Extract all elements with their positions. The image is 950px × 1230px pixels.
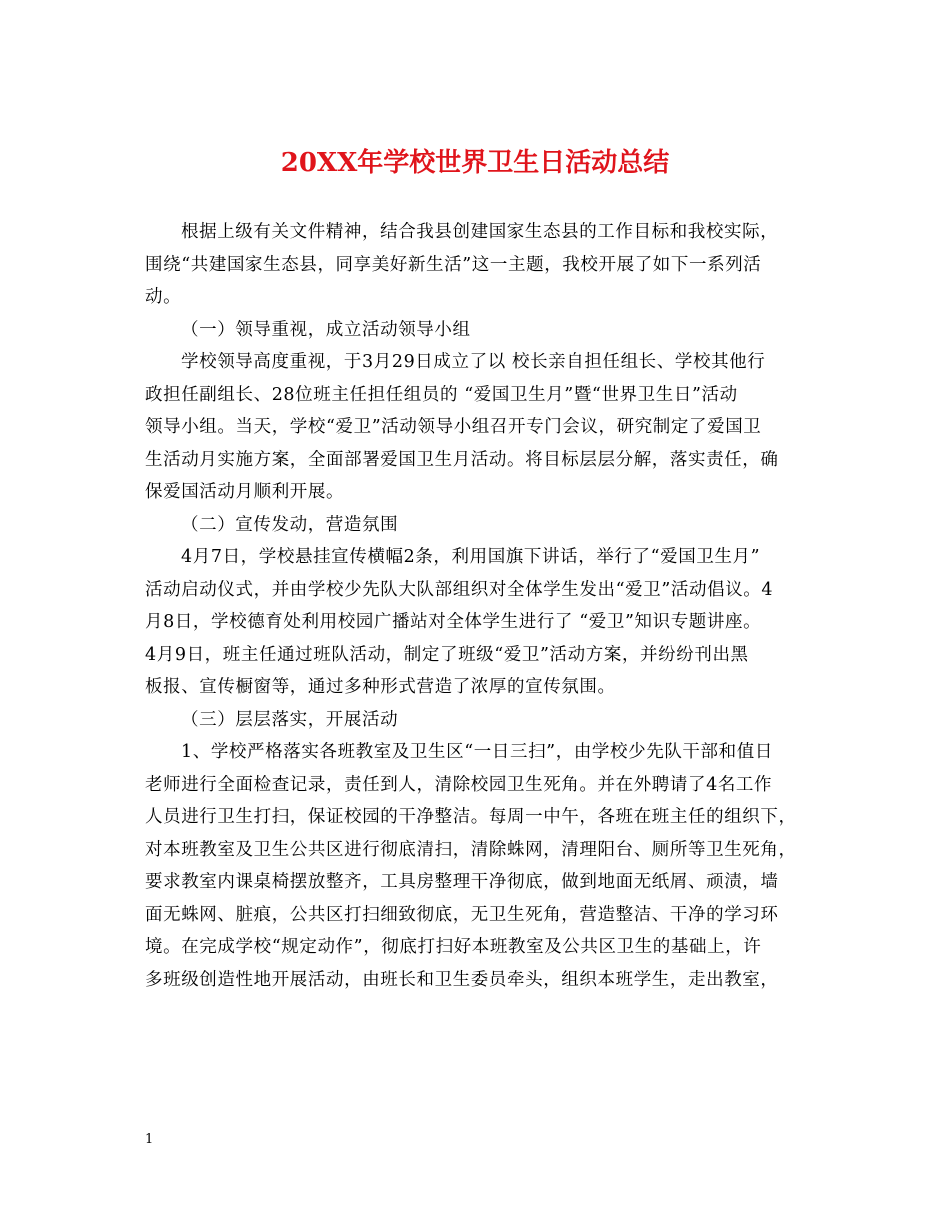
paragraph-line: 4月9日，班主任通过班队活动，制定了班级“爱卫”活动方案，并纷纷刊出黑 [145,644,749,665]
paragraph-line: 境。在完成学校“规定动作”，彻底打扫好本班教室及公共区卫生的基础上，许 [145,937,762,957]
paragraph-line: 学校领导高度重视，于3月29日成立了以 校长亲自担任组长、学校其他行 [181,352,766,372]
page-number: 1 [145,1132,154,1147]
section-heading: （二）宣传发动，营造氛围 [181,514,399,535]
paragraph-line: 领导小组。当天，学校“爱卫”活动领导小组召开专门会议，研究制定了爱国卫 [145,417,762,437]
paragraph-line: 人员进行卫生打扫，保证校园的干净整洁。每周一中午，各班在班主任的组织下， [145,807,797,827]
paragraph-line: 保爱国活动月顺利开展。 [145,482,345,502]
document-body [145,216,813,996]
paragraph-line: 对本班教室及卫生公共区进行彻底清扫，清除蛛网，清理阳台、厕所等卫生死角， [145,839,797,860]
section-heading: （一）领导重视，成立活动领导小组 [181,319,471,340]
paragraph-line: 围绕“共建国家生态县，同享美好新生活”这一主题，我校开展了如下一系列活 [145,254,762,275]
paragraph-line: 动。 [145,287,182,307]
paragraph-line: 1、学校严格落实各班教室及卫生区“一日三扫”，由学校少先队干部和值日 [181,742,773,762]
paragraph-line: 板报、宣传橱窗等，通过多种形式营造了浓厚的宣传氛围。 [145,677,616,697]
paragraph-line: 4月7日，学校悬挂宣传横幅2条，利用国旗下讲话，举行了“爱国卫生月” [181,547,761,567]
paragraph-line: 要求教室内课桌椅摆放整齐，工具房整理干净彻底，做到地面无纸屑、顽渍，墙 [145,872,779,892]
paragraph-line: 面无蛛网、脏痕，公共区打扫细致彻底，无卫生死角，营造整洁、干净的学习环 [145,904,779,925]
paragraph-line: 生活动月实施方案，全面部署爱国卫生月活动。将目标层层分解，落实责任，确 [145,449,779,470]
document-title: 20XX年学校世界卫生日活动总结 [280,148,670,178]
paragraph-line: 根据上级有关文件精神，结合我县创建国家生态县的工作目标和我校实际， [181,222,779,242]
paragraph-line: 月8日，学校德育处利用校园广播站对全体学生进行了 “爱卫”知识专题讲座。 [145,612,762,632]
paragraph-line: 多班级创造性地开展活动，由班长和卫生委员牵头，组织本班学生，走出教室， [145,969,779,990]
paragraph-line: 老师进行全面检查记录，责任到人，清除校园卫生死角。并在外聘请了4名工作 [145,774,773,795]
paragraph-line: 政担任副组长、28位班主任担任组员的 “爱国卫生月”暨“世界卫生日”活动 [145,384,738,405]
section-heading: （三）层层落实，开展活动 [181,709,399,730]
paragraph-line: 活动启动仪式，并由学校少先队大队部组织对全体学生发出“爱卫”活动倡议。4 [145,579,774,600]
